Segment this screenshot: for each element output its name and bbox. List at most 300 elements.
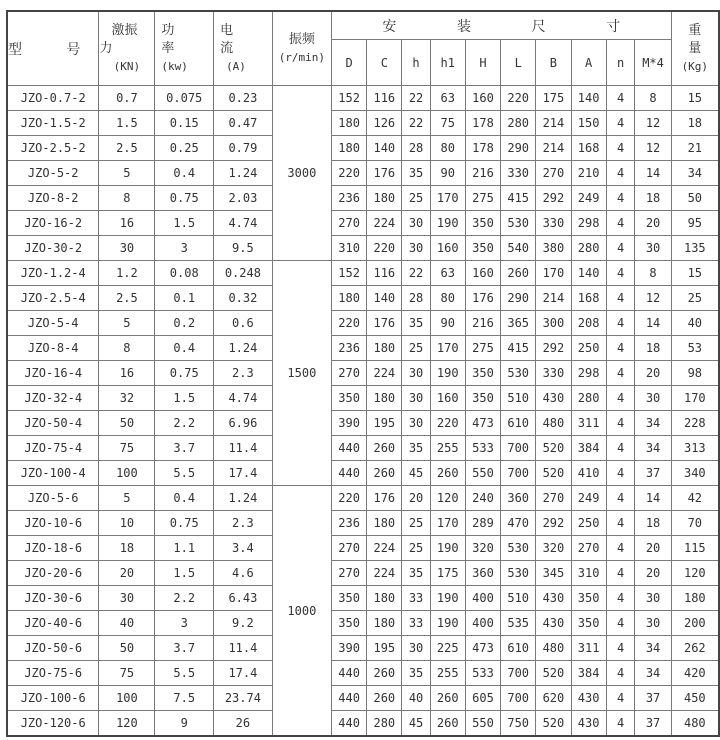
header-power bbox=[155, 11, 214, 86]
value-cell: 220 bbox=[501, 86, 536, 111]
value-cell: 120 bbox=[430, 486, 465, 511]
value-cell: 270 bbox=[332, 561, 367, 586]
model-cell: JZO-10-6 bbox=[7, 511, 99, 536]
value-cell: 4 bbox=[606, 536, 635, 561]
value-cell: 4 bbox=[606, 186, 635, 211]
value-cell: 5.5 bbox=[155, 661, 214, 686]
value-cell: 0.4 bbox=[155, 486, 214, 511]
value-cell: 430 bbox=[536, 611, 571, 636]
value-cell: 270 bbox=[536, 486, 571, 511]
value-cell: 180 bbox=[332, 111, 367, 136]
value-cell: 390 bbox=[332, 411, 367, 436]
value-cell: 40 bbox=[99, 611, 155, 636]
value-cell: 30 bbox=[635, 236, 671, 261]
value-cell: 45 bbox=[402, 711, 430, 737]
model-cell: JZO-2.5-4 bbox=[7, 286, 99, 311]
install-char: 尺 bbox=[531, 18, 546, 35]
value-cell: 35 bbox=[402, 161, 430, 186]
value-cell: 152 bbox=[332, 86, 367, 111]
value-cell: 4 bbox=[606, 636, 635, 661]
value-cell: 34 bbox=[635, 636, 671, 661]
value-cell: 180 bbox=[367, 336, 402, 361]
value-cell: 290 bbox=[501, 286, 536, 311]
table-row bbox=[7, 336, 719, 361]
value-cell: 216 bbox=[465, 161, 500, 186]
value-cell: 330 bbox=[501, 161, 536, 186]
value-cell: 32 bbox=[99, 386, 155, 411]
vibration-motor-spec-table bbox=[6, 10, 720, 737]
value-cell: 4 bbox=[606, 261, 635, 286]
value-cell: 37 bbox=[635, 686, 671, 711]
value-cell: 20 bbox=[635, 361, 671, 386]
value-cell: 214 bbox=[536, 286, 571, 311]
value-cell: 28 bbox=[402, 286, 430, 311]
value-cell: 4 bbox=[606, 611, 635, 636]
value-cell: 5 bbox=[99, 486, 155, 511]
value-cell: 190 bbox=[430, 586, 465, 611]
value-cell: 70 bbox=[671, 511, 719, 536]
value-cell: 22 bbox=[402, 86, 430, 111]
value-cell: 311 bbox=[571, 636, 606, 661]
value-cell: 440 bbox=[332, 711, 367, 737]
value-cell: 0.25 bbox=[155, 136, 214, 161]
value-cell: 520 bbox=[536, 661, 571, 686]
value-cell: 170 bbox=[536, 261, 571, 286]
value-cell: 25 bbox=[402, 186, 430, 211]
value-cell: 11.4 bbox=[214, 636, 273, 661]
value-cell: 610 bbox=[501, 636, 536, 661]
value-cell: 35 bbox=[402, 561, 430, 586]
table-row bbox=[7, 586, 719, 611]
model-cell: JZO-18-6 bbox=[7, 536, 99, 561]
value-cell: 220 bbox=[367, 236, 402, 261]
header-current-line1: 电 bbox=[220, 22, 234, 38]
value-cell: 4 bbox=[606, 586, 635, 611]
header-force-line2: 力 bbox=[99, 40, 113, 56]
value-cell: 6.96 bbox=[214, 411, 273, 436]
value-cell: 180 bbox=[367, 611, 402, 636]
value-cell: 180 bbox=[332, 136, 367, 161]
value-cell: 168 bbox=[571, 286, 606, 311]
value-cell: 1.5 bbox=[155, 561, 214, 586]
value-cell: 292 bbox=[536, 336, 571, 361]
header-dim-col: B bbox=[536, 40, 571, 86]
value-cell: 270 bbox=[332, 361, 367, 386]
value-cell: 9.2 bbox=[214, 611, 273, 636]
model-cell: JZO-8-4 bbox=[7, 336, 99, 361]
value-cell: 170 bbox=[671, 386, 719, 411]
table-row bbox=[7, 411, 719, 436]
value-cell: 610 bbox=[501, 411, 536, 436]
value-cell: 20 bbox=[99, 561, 155, 586]
value-cell: 700 bbox=[501, 461, 536, 486]
model-cell: JZO-50-6 bbox=[7, 636, 99, 661]
value-cell: 330 bbox=[536, 361, 571, 386]
value-cell: 530 bbox=[501, 361, 536, 386]
model-cell: JZO-75-4 bbox=[7, 436, 99, 461]
header-power-line1: 功 bbox=[161, 22, 175, 38]
value-cell: 350 bbox=[465, 361, 500, 386]
value-cell: 190 bbox=[430, 536, 465, 561]
value-cell: 292 bbox=[536, 511, 571, 536]
value-cell: 550 bbox=[465, 461, 500, 486]
value-cell: 249 bbox=[571, 186, 606, 211]
value-cell: 260 bbox=[430, 461, 465, 486]
value-cell: 140 bbox=[571, 86, 606, 111]
value-cell: 0.75 bbox=[155, 361, 214, 386]
value-cell: 100 bbox=[99, 461, 155, 486]
value-cell: 0.075 bbox=[155, 86, 214, 111]
table-row bbox=[7, 711, 719, 737]
value-cell: 310 bbox=[332, 236, 367, 261]
value-cell: 350 bbox=[332, 611, 367, 636]
value-cell: 260 bbox=[430, 686, 465, 711]
header-dim-col: h1 bbox=[430, 40, 465, 86]
value-cell: 0.7 bbox=[99, 86, 155, 111]
model-cell: JZO-40-6 bbox=[7, 611, 99, 636]
value-cell: 115 bbox=[671, 536, 719, 561]
install-char: 装 bbox=[456, 18, 471, 35]
model-cell: JZO-50-4 bbox=[7, 411, 99, 436]
value-cell: 1.2 bbox=[99, 261, 155, 286]
header-force-line1: 激振 bbox=[111, 22, 138, 38]
value-cell: 360 bbox=[501, 486, 536, 511]
value-cell: 4 bbox=[606, 436, 635, 461]
value-cell: 28 bbox=[402, 136, 430, 161]
value-cell: 470 bbox=[501, 511, 536, 536]
frequency-cell: 1000 bbox=[272, 486, 331, 737]
value-cell: 15 bbox=[671, 261, 719, 286]
value-cell: 300 bbox=[536, 311, 571, 336]
value-cell: 750 bbox=[501, 711, 536, 737]
header-dim-col: H bbox=[465, 40, 500, 86]
value-cell: 180 bbox=[671, 586, 719, 611]
value-cell: 4 bbox=[606, 336, 635, 361]
value-cell: 4 bbox=[606, 361, 635, 386]
value-cell: 384 bbox=[571, 661, 606, 686]
value-cell: 17.4 bbox=[214, 661, 273, 686]
value-cell: 0.2 bbox=[155, 311, 214, 336]
model-cell: JZO-8-2 bbox=[7, 186, 99, 211]
table-row bbox=[7, 461, 719, 486]
value-cell: 140 bbox=[367, 136, 402, 161]
value-cell: 365 bbox=[501, 311, 536, 336]
value-cell: 12 bbox=[635, 111, 671, 136]
value-cell: 4 bbox=[606, 486, 635, 511]
value-cell: 170 bbox=[430, 511, 465, 536]
table-row bbox=[7, 286, 719, 311]
table-row bbox=[7, 211, 719, 236]
value-cell: 480 bbox=[536, 411, 571, 436]
value-cell: 220 bbox=[332, 161, 367, 186]
value-cell: 116 bbox=[367, 261, 402, 286]
value-cell: 430 bbox=[571, 686, 606, 711]
value-cell: 180 bbox=[367, 586, 402, 611]
value-cell: 400 bbox=[465, 611, 500, 636]
value-cell: 5 bbox=[99, 161, 155, 186]
value-cell: 4 bbox=[606, 286, 635, 311]
header-model: 型 号 bbox=[7, 11, 99, 86]
model-cell: JZO-100-4 bbox=[7, 461, 99, 486]
value-cell: 18 bbox=[635, 186, 671, 211]
value-cell: 22 bbox=[402, 111, 430, 136]
value-cell: 175 bbox=[430, 561, 465, 586]
model-cell: JZO-5-6 bbox=[7, 486, 99, 511]
value-cell: 180 bbox=[367, 386, 402, 411]
value-cell: 4 bbox=[606, 686, 635, 711]
value-cell: 190 bbox=[430, 361, 465, 386]
value-cell: 310 bbox=[571, 561, 606, 586]
header-install-dimensions bbox=[332, 11, 672, 40]
value-cell: 1.5 bbox=[155, 211, 214, 236]
value-cell: 25 bbox=[402, 536, 430, 561]
value-cell: 1.24 bbox=[214, 336, 273, 361]
value-cell: 530 bbox=[501, 536, 536, 561]
value-cell: 0.32 bbox=[214, 286, 273, 311]
value-cell: 270 bbox=[332, 211, 367, 236]
value-cell: 415 bbox=[501, 186, 536, 211]
value-cell: 2.2 bbox=[155, 586, 214, 611]
value-cell: 520 bbox=[536, 461, 571, 486]
value-cell: 262 bbox=[671, 636, 719, 661]
value-cell: 75 bbox=[99, 661, 155, 686]
model-cell: JZO-75-6 bbox=[7, 661, 99, 686]
value-cell: 260 bbox=[430, 711, 465, 737]
header-weight-unit: (Kg) bbox=[681, 59, 709, 73]
value-cell: 0.79 bbox=[214, 136, 273, 161]
value-cell: 5.5 bbox=[155, 461, 214, 486]
table-row bbox=[7, 136, 719, 161]
value-cell: 4 bbox=[606, 561, 635, 586]
model-cell: JZO-16-4 bbox=[7, 361, 99, 386]
header-current bbox=[214, 11, 273, 86]
value-cell: 75 bbox=[430, 111, 465, 136]
value-cell: 160 bbox=[430, 236, 465, 261]
value-cell: 3.7 bbox=[155, 636, 214, 661]
value-cell: 30 bbox=[635, 386, 671, 411]
value-cell: 12 bbox=[635, 286, 671, 311]
value-cell: 90 bbox=[430, 161, 465, 186]
table-row bbox=[7, 186, 719, 211]
value-cell: 20 bbox=[635, 536, 671, 561]
value-cell: 150 bbox=[571, 111, 606, 136]
value-cell: 35 bbox=[402, 661, 430, 686]
value-cell: 1.5 bbox=[155, 386, 214, 411]
header-frequency-line1: 振频 bbox=[288, 31, 315, 47]
value-cell: 4 bbox=[606, 461, 635, 486]
value-cell: 0.47 bbox=[214, 111, 273, 136]
model-cell: JZO-2.5-2 bbox=[7, 136, 99, 161]
header-exciting-force bbox=[99, 11, 155, 86]
value-cell: 50 bbox=[671, 186, 719, 211]
value-cell: 540 bbox=[501, 236, 536, 261]
model-cell: JZO-32-4 bbox=[7, 386, 99, 411]
header-weight-line2: 量 bbox=[688, 40, 702, 56]
table-row bbox=[7, 311, 719, 336]
value-cell: 200 bbox=[671, 611, 719, 636]
value-cell: 90 bbox=[430, 311, 465, 336]
value-cell: 14 bbox=[635, 161, 671, 186]
table-row bbox=[7, 536, 719, 561]
value-cell: 18 bbox=[635, 336, 671, 361]
value-cell: 34 bbox=[635, 661, 671, 686]
value-cell: 40 bbox=[402, 686, 430, 711]
value-cell: 3.7 bbox=[155, 436, 214, 461]
value-cell: 178 bbox=[465, 111, 500, 136]
value-cell: 224 bbox=[367, 361, 402, 386]
header-dim-col: n bbox=[606, 40, 635, 86]
header-dim-col: h bbox=[402, 40, 430, 86]
value-cell: 135 bbox=[671, 236, 719, 261]
value-cell: 0.75 bbox=[155, 511, 214, 536]
value-cell: 350 bbox=[332, 386, 367, 411]
value-cell: 178 bbox=[465, 136, 500, 161]
table-header bbox=[7, 11, 719, 86]
value-cell: 160 bbox=[465, 261, 500, 286]
value-cell: 520 bbox=[536, 436, 571, 461]
value-cell: 23.74 bbox=[214, 686, 273, 711]
header-dim-col: M*4 bbox=[635, 40, 671, 86]
value-cell: 4 bbox=[606, 211, 635, 236]
value-cell: 168 bbox=[571, 136, 606, 161]
value-cell: 2.3 bbox=[214, 511, 273, 536]
value-cell: 176 bbox=[367, 311, 402, 336]
value-cell: 275 bbox=[465, 186, 500, 211]
value-cell: 280 bbox=[501, 111, 536, 136]
header-power-line2: 率 bbox=[161, 40, 175, 56]
value-cell: 225 bbox=[430, 636, 465, 661]
value-cell: 35 bbox=[402, 436, 430, 461]
value-cell: 4.74 bbox=[214, 211, 273, 236]
value-cell: 2.5 bbox=[99, 136, 155, 161]
value-cell: 520 bbox=[536, 711, 571, 737]
value-cell: 311 bbox=[571, 411, 606, 436]
value-cell: 430 bbox=[536, 386, 571, 411]
value-cell: 290 bbox=[501, 136, 536, 161]
value-cell: 220 bbox=[332, 486, 367, 511]
value-cell: 700 bbox=[501, 686, 536, 711]
value-cell: 50 bbox=[99, 411, 155, 436]
value-cell: 1.24 bbox=[214, 486, 273, 511]
value-cell: 473 bbox=[465, 411, 500, 436]
header-force-unit: (KN) bbox=[113, 59, 141, 73]
value-cell: 33 bbox=[402, 586, 430, 611]
value-cell: 4 bbox=[606, 161, 635, 186]
value-cell: 350 bbox=[571, 586, 606, 611]
table-row bbox=[7, 636, 719, 661]
value-cell: 18 bbox=[635, 511, 671, 536]
value-cell: 360 bbox=[465, 561, 500, 586]
value-cell: 2.2 bbox=[155, 411, 214, 436]
value-cell: 175 bbox=[536, 86, 571, 111]
value-cell: 18 bbox=[671, 111, 719, 136]
value-cell: 30 bbox=[99, 586, 155, 611]
table-body bbox=[7, 86, 719, 737]
value-cell: 430 bbox=[536, 586, 571, 611]
value-cell: 26 bbox=[214, 711, 273, 737]
value-cell: 15 bbox=[671, 86, 719, 111]
value-cell: 440 bbox=[332, 436, 367, 461]
value-cell: 330 bbox=[536, 211, 571, 236]
table-row bbox=[7, 686, 719, 711]
value-cell: 14 bbox=[635, 486, 671, 511]
value-cell: 605 bbox=[465, 686, 500, 711]
value-cell: 292 bbox=[536, 186, 571, 211]
value-cell: 25 bbox=[402, 336, 430, 361]
value-cell: 0.15 bbox=[155, 111, 214, 136]
header-frequency-unit: (r/min) bbox=[278, 50, 326, 64]
value-cell: 510 bbox=[501, 386, 536, 411]
value-cell: 0.6 bbox=[214, 311, 273, 336]
value-cell: 1.1 bbox=[155, 536, 214, 561]
value-cell: 18 bbox=[99, 536, 155, 561]
value-cell: 4 bbox=[606, 236, 635, 261]
value-cell: 214 bbox=[536, 136, 571, 161]
value-cell: 240 bbox=[465, 486, 500, 511]
value-cell: 700 bbox=[501, 661, 536, 686]
value-cell: 12 bbox=[635, 136, 671, 161]
value-cell: 480 bbox=[536, 636, 571, 661]
value-cell: 255 bbox=[430, 661, 465, 686]
value-cell: 270 bbox=[571, 536, 606, 561]
value-cell: 30 bbox=[402, 411, 430, 436]
value-cell: 95 bbox=[671, 211, 719, 236]
value-cell: 40 bbox=[671, 311, 719, 336]
frequency-cell: 1500 bbox=[272, 261, 331, 486]
value-cell: 3.4 bbox=[214, 536, 273, 561]
value-cell: 4 bbox=[606, 86, 635, 111]
value-cell: 120 bbox=[99, 711, 155, 737]
value-cell: 320 bbox=[536, 536, 571, 561]
value-cell: 2.3 bbox=[214, 361, 273, 386]
value-cell: 37 bbox=[635, 461, 671, 486]
value-cell: 30 bbox=[402, 386, 430, 411]
value-cell: 190 bbox=[430, 611, 465, 636]
value-cell: 80 bbox=[430, 136, 465, 161]
value-cell: 9.5 bbox=[214, 236, 273, 261]
value-cell: 270 bbox=[332, 536, 367, 561]
value-cell: 0.08 bbox=[155, 261, 214, 286]
value-cell: 20 bbox=[635, 211, 671, 236]
value-cell: 224 bbox=[367, 211, 402, 236]
value-cell: 195 bbox=[367, 411, 402, 436]
value-cell: 8 bbox=[635, 86, 671, 111]
value-cell: 45 bbox=[402, 461, 430, 486]
value-cell: 53 bbox=[671, 336, 719, 361]
value-cell: 25 bbox=[402, 511, 430, 536]
value-cell: 190 bbox=[430, 211, 465, 236]
model-cell: JZO-30-6 bbox=[7, 586, 99, 611]
value-cell: 210 bbox=[571, 161, 606, 186]
install-char: 寸 bbox=[606, 18, 621, 35]
value-cell: 410 bbox=[571, 461, 606, 486]
value-cell: 116 bbox=[367, 86, 402, 111]
value-cell: 420 bbox=[671, 661, 719, 686]
value-cell: 160 bbox=[465, 86, 500, 111]
value-cell: 34 bbox=[635, 411, 671, 436]
value-cell: 384 bbox=[571, 436, 606, 461]
value-cell: 30 bbox=[635, 586, 671, 611]
value-cell: 30 bbox=[402, 211, 430, 236]
value-cell: 3 bbox=[155, 236, 214, 261]
table-row bbox=[7, 611, 719, 636]
value-cell: 21 bbox=[671, 136, 719, 161]
value-cell: 260 bbox=[367, 436, 402, 461]
table-row bbox=[7, 661, 719, 686]
value-cell: 170 bbox=[430, 186, 465, 211]
value-cell: 313 bbox=[671, 436, 719, 461]
value-cell: 34 bbox=[671, 161, 719, 186]
